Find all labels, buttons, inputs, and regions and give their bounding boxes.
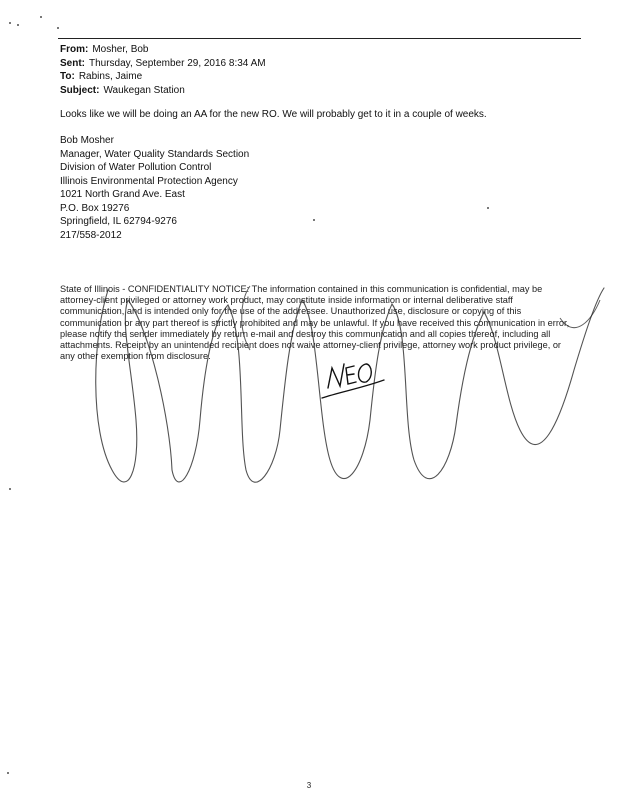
- signature-division: Division of Water Pollution Control: [60, 162, 212, 173]
- signature-block: [60, 134, 249, 242]
- sent-value: Thursday, September 29, 2016 8:34 AM: [89, 57, 266, 69]
- confidentiality-notice: State of Illinois - CONFIDENTIALITY NOTICE: The information contained in this communication is confidential, may be attorney-client privileged or attorney work product, may constitute inside information or internal deliberative staff communication, and is intended only for the use of the addressee. Unauthorized use, disclosure or copying of this communication or any part thereof is strictly prohibited and may be unlawful. If you have received this communication in error, please notify the sender immediately by return e-mail and destroy this communication and all copies thereof, including all attachments. Receipt by an unintended recipient does not waive attorney-client privilege, attorney work product privilege, or any other exemption from disclosure.: [60, 284, 570, 362]
- signature-city: Springfield, IL 62794-9276: [60, 216, 177, 227]
- scan-speck: [487, 207, 489, 209]
- page-number: 3: [306, 781, 312, 790]
- subject-label: Subject:: [60, 84, 100, 96]
- from-row: [60, 43, 266, 57]
- signature-po-box: P.O. Box 19276: [60, 202, 130, 214]
- signature-phone: 217/558-2012: [60, 229, 122, 241]
- scan-speck: [9, 22, 11, 24]
- signature-agency: Illinois Environmental Protection Agency: [60, 175, 238, 187]
- email-body: Looks like we will be doing an AA for the new RO. We will probably get to it in a couple of weeks.: [60, 109, 487, 120]
- scan-speck: [40, 16, 42, 18]
- from-label: From:: [60, 44, 89, 55]
- to-row: [60, 70, 266, 84]
- to-value: Rabins, Jaime: [78, 71, 143, 82]
- email-header: [60, 43, 266, 97]
- scan-speck: [7, 772, 9, 774]
- subject-row: [60, 84, 266, 98]
- scan-speck: [17, 24, 19, 26]
- header-rule: [58, 38, 581, 39]
- handwritten-initials: [322, 364, 384, 398]
- signature-street: 1021 North Grand Ave. East: [60, 189, 185, 200]
- scan-speck: [313, 219, 315, 221]
- to-label: To:: [60, 71, 75, 82]
- sent-row: [60, 57, 266, 71]
- signature-title: Manager, Water Quality Standards Section: [60, 148, 250, 160]
- signature-name: Bob Mosher: [60, 135, 114, 146]
- from-value: Mosher, Bob: [92, 44, 149, 55]
- scan-speck: [9, 488, 11, 490]
- sent-label: Sent:: [60, 57, 85, 69]
- scan-speck: [57, 27, 59, 29]
- subject-value: Waukegan Station: [103, 84, 185, 96]
